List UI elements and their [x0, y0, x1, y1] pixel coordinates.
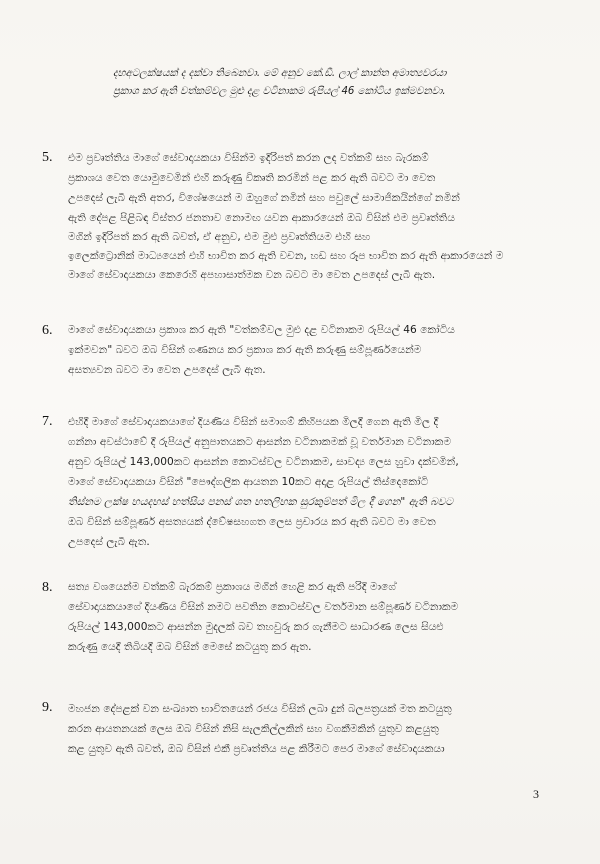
paragraph-7-line: අනුව රුපියල් 143,000කට ආසන්න කොටස්වල වටිනාකම, සාවද්‍ය ලෙස හුවා දක්වමින්, [68, 456, 459, 468]
paragraph-8-line: සේවාදායකයාගේ දියණිය විසින් නමට පවතින කොටස්වල වර්තමාන සම්පූර්ණ වටිනාකම [68, 601, 459, 613]
paragraph-6-number: 6. [42, 323, 53, 338]
intro-line-2: ප්‍රකාශ කර ඇති වත්කම්වල මුළු දළ වටිනාකම රුපියල් 46 කෝටිය ඉක්මවනවා. [113, 86, 446, 97]
paragraph-7-line: උපදෙස් ලැබී ඇත. [68, 536, 150, 548]
intro-line-1: දහඅටලක්ෂයක් ද දක්වා තිබෙනවා. මේ අනුව කේ.ඩී. ලාල් කාන්ත අමාත්‍යවරයා [113, 68, 447, 79]
paragraph-8-number: 8. [42, 580, 53, 595]
paragraph-7-line: එහිදී මාගේ සේවාදායකයාගේ දියණිය විසින් සමාගම් කිහිපයක මිලදී ගෙන ඇති මිල දී [68, 416, 439, 428]
paragraph-6-line: ඉක්මවන" බවට ඔබ විසින් ගණනය කර ප්‍රකාශ කර ඇති කරුණු සම්පූර්ණයෙන්ම [68, 344, 422, 356]
paragraph-5-line: ඇති දේපළ පිළිබඳ විස්තර ජනතාව නොමඟ යවන ආකාරයෙන් ඔබ විසින් එම ප්‍රවෘත්තිය [68, 212, 455, 224]
paragraph-5-line: ඉලෙක්ට්‍රොනික් මාධ්‍යයෙන් එහි භාවිත කර ඇති වචන, හඩ සහ රූප භාවිත කර ඇති ආකාරයෙන් ම [68, 250, 504, 262]
paragraph-5-line: ප්‍රකාශය වෙත යොමුවෙමින් එහි කරුණු විකෘති කරමින් පළ කර ඇති බවට මා වෙත [68, 172, 436, 184]
paragraph-9-line: මහජන දේපළක් වන සංඛ්‍යාත භාවිතයෙන් රජය විසින් ලබා දුන් බලපත්‍රයක් මත කටයුතු [68, 703, 452, 715]
paragraph-7-line: මාගේ සේවාදායකයා විසින් "පෞද්ගලික ආයතන 10කට අදාළ රුපියල් තිස්දෙකෝටි [68, 476, 429, 488]
paragraph-9-number: 9. [42, 700, 53, 715]
paragraph-5-number: 5. [42, 150, 53, 165]
paragraph-5-line: මාගේ සේවාදායකයා කෙරෙහි අපහාසාත්මක වන බවට මා වෙත උපදෙස් ලැබී ඇත. [68, 269, 436, 281]
paragraph-5-line: එම ප්‍රවෘත්තිය මාගේ සේවාදායකයා විසින්ම ඉදිරිපත් කරන ලද වත්කම් සහ බැරකම් [68, 152, 429, 164]
paragraph-8-line: සත්‍ය වශයෙන්ම වත්කම් බැරකම් ප්‍රකාශය මගින් හෙළි කර ඇති පරිදි මාගේ [68, 581, 396, 593]
paragraph-8-line: කරුණු යෙදී තිබියදී ඔබ විසින් මෙසේ කටයුතු කර ඇත. [68, 641, 312, 653]
paragraph-7-line: ගන්නා අවස්ථාවේ දී රුපියල් අනුපාතයකට ආසන්න වටිනාකමක් වූ වර්තමාන වටිනාකම [68, 436, 452, 448]
paragraph-6-line: මාගේ සේවාදායකයා ප්‍රකාශ කර ඇති "වත්කම්වල මුළු දළ වටිනාකම රුපියල් 46 කෝටිය [68, 324, 455, 336]
paragraph-5-line: මගින් ඉදිරිපත් කර ඇති බවත්, ඒ අනුව, එම මුළු ප්‍රවෘත්තියම එහි සහ [68, 231, 371, 243]
page-number: 3 [533, 787, 539, 801]
paragraph-5-line: උපදෙස් ලැබී ඇති අතර, විශේෂයෙන් ම ඔහුගේ නමින් සහ පවුලේ සාමාජිකයින්ගේ නමින් [68, 192, 460, 204]
paragraph-9-line: කරන ආයතනයක් ලෙස ඔබ විසින් නිසි සැලකිල්ලකින් සහ වගකීමකින් යුතුව කළයුතු [68, 723, 439, 735]
paragraph-7-number: 7. [42, 414, 53, 429]
paragraph-9-line: කළ යුතුව ඇති බවත්, ඔබ විසින් එකී ප්‍රවෘත්තිය පළ කිරීමට පෙර මාගේ සේවාදායකයා [68, 743, 445, 755]
paragraph-6-line: අසත්‍යවන බවට මා වෙත උපදෙස් ලැබී ඇත. [68, 364, 266, 376]
paragraph-7-line: තිස්නම ලක්ෂ හයදහස් හත්සිය පනස් ශත හතලිහක සුරකුම්පත් මිල දී ගෙන" ඇති බවට [68, 496, 454, 508]
paragraph-7-line: ඔබ විසින් සම්පූර්ණ අසත්‍යයක් ද්වේෂසහගත ලෙස ප්‍රචාරය කර ඇති බවට මා වෙත [68, 516, 436, 528]
paragraph-8-line: රුපියල් 143,000කට ආසන්න මුදලක් බව තහවුරු කර ගැනීමට සාධාරණ ලෙස සියළු [68, 621, 444, 633]
